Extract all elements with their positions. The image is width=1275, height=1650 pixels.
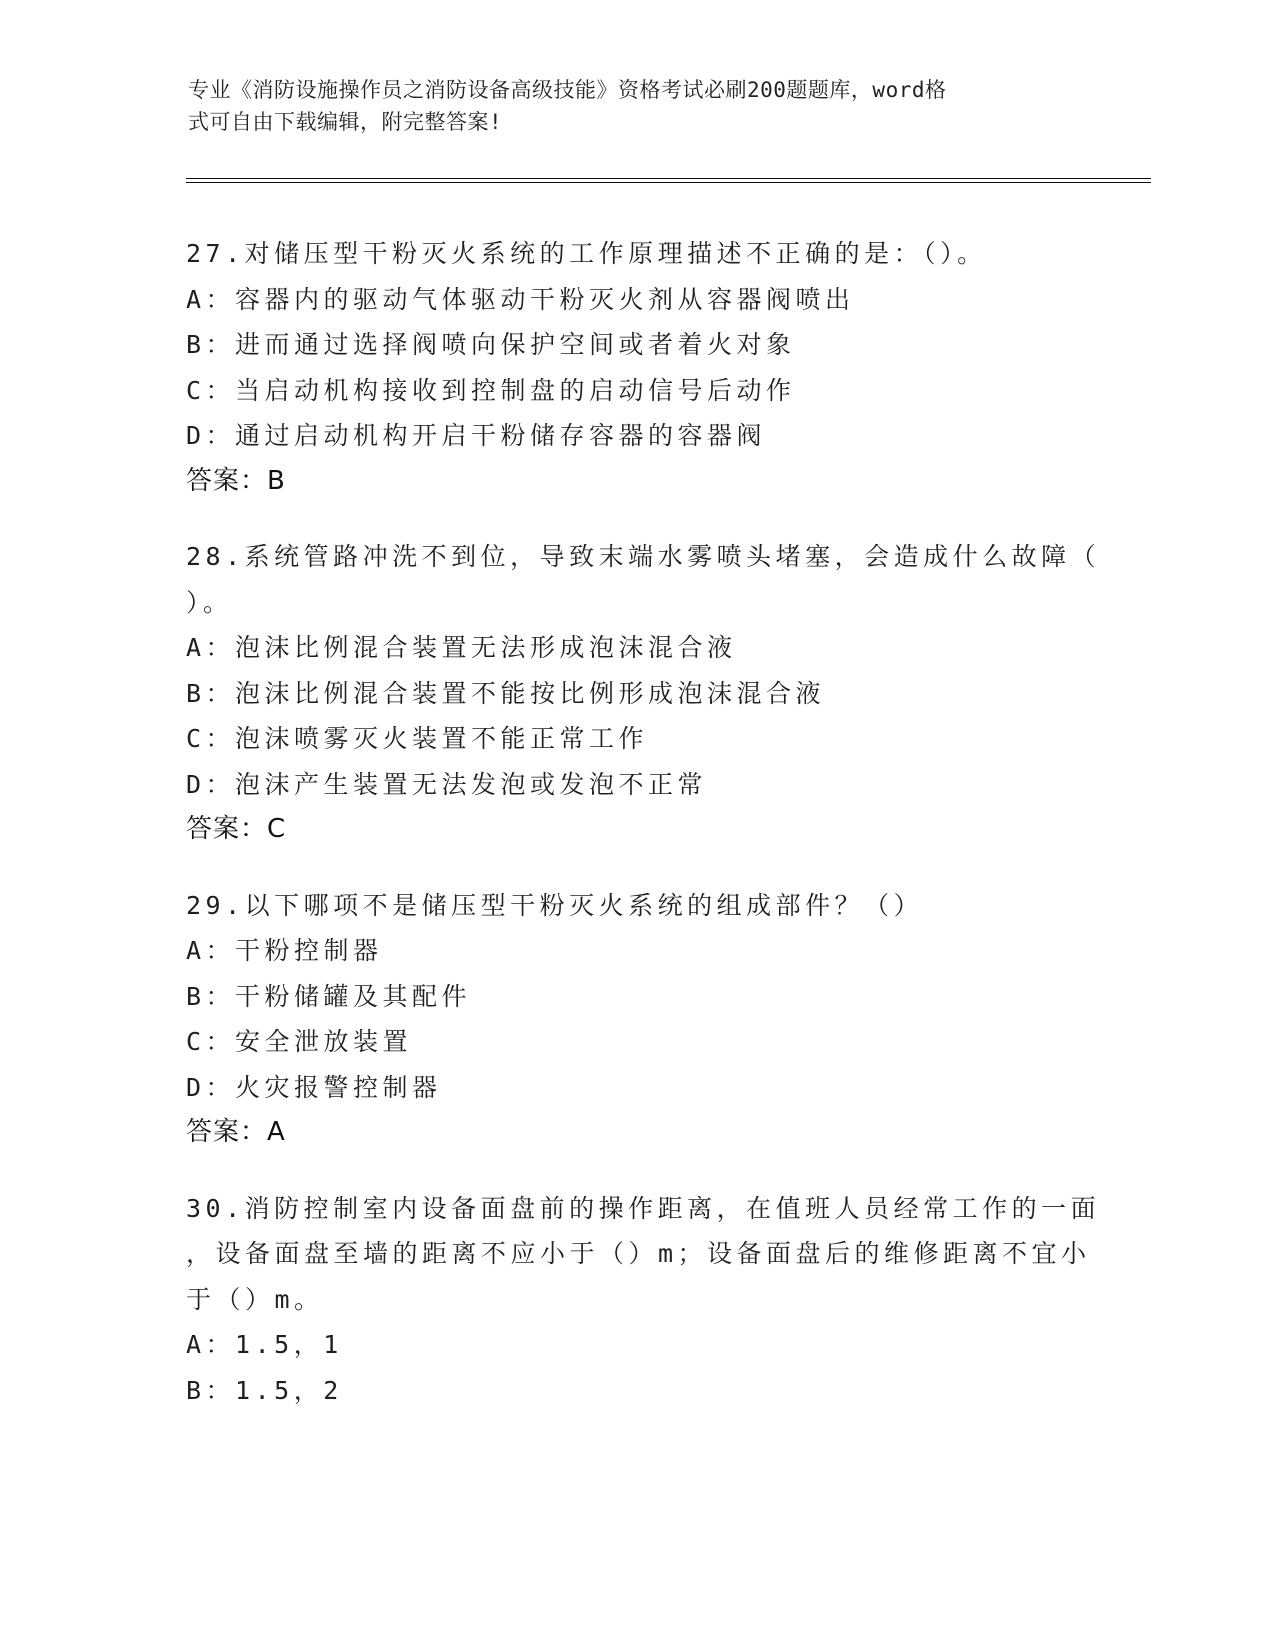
- header-divider-bottom: [186, 182, 1151, 183]
- question-stem: [186, 231, 1086, 277]
- option-d: D：泡沫产生装置无法发泡或发泡不正常: [186, 769, 708, 799]
- option-c: C：安全泄放装置: [186, 1027, 413, 1056]
- answer-label: 答案：B: [186, 465, 286, 496]
- option-b: B：进而通过选择阀喷向保护空间或者着火对象: [186, 330, 796, 359]
- question-stem: [186, 1186, 1101, 1323]
- question-list: [186, 231, 1101, 1443]
- option-a: A：干粉控制器: [186, 936, 383, 965]
- question-stem: [186, 883, 1086, 929]
- option-b: B：泡沫比例混合装置不能按比例形成泡沫混合液: [186, 678, 826, 708]
- option-a: A：1.5，1: [186, 1330, 343, 1359]
- stem-line: 29.以下哪项不是储压型干粉灭火系统的组成部件？（）: [186, 890, 924, 920]
- option-c: C：泡沫喷雾灭火装置不能正常工作: [186, 724, 649, 753]
- option-c: C：当启动机构接收到控制盘的启动信号后动作: [186, 375, 796, 405]
- header-line-1: 专业《消防设施操作员之消防设备高级技能》资格考试必刷200题题库，word格: [188, 78, 947, 102]
- option-a: A：泡沫比例混合装置无法形成泡沫混合液: [186, 633, 737, 662]
- question-30: [186, 1186, 1101, 1414]
- stem-line: 于（）m。: [186, 1284, 324, 1314]
- question-stem: [186, 534, 1101, 625]
- answer-label: 答案：A: [186, 1117, 286, 1147]
- header-line-2: 式可自由下载编辑，附完整答案!: [188, 110, 503, 134]
- option-b: B：1.5，2: [186, 1375, 343, 1405]
- answer-label: 答案：C: [186, 814, 287, 844]
- option-a: A：容器内的驱动气体驱动干粉灭火剂从容器阀喷出: [186, 284, 855, 314]
- header-divider-top: [186, 178, 1151, 179]
- stem-line: ）。: [186, 587, 233, 617]
- stem-line: 28.系统管路冲洗不到位，导致末端水雾喷头堵塞，会造成什么故障（: [186, 542, 1101, 571]
- stem-line: 30.消防控制室内设备面盘前的操作距离，在值班人员经常工作的一面: [186, 1193, 1101, 1223]
- stem-line: ，设备面盘至墙的距离不应小于（）m；设备面盘后的维修距离不宜小: [186, 1239, 1091, 1268]
- document-header: [188, 74, 1068, 138]
- option-d: D：通过启动机构开启干粉储存容器的容器阀: [186, 421, 767, 450]
- question-28: [186, 534, 1101, 853]
- option-b: B：干粉储罐及其配件: [186, 981, 472, 1011]
- stem-line: 27.对储压型干粉灭火系统的工作原理描述不正确的是：（）。: [186, 239, 987, 268]
- option-d: D：火灾报警控制器: [186, 1072, 442, 1102]
- question-29: [186, 883, 1086, 1156]
- question-27: [186, 231, 1086, 504]
